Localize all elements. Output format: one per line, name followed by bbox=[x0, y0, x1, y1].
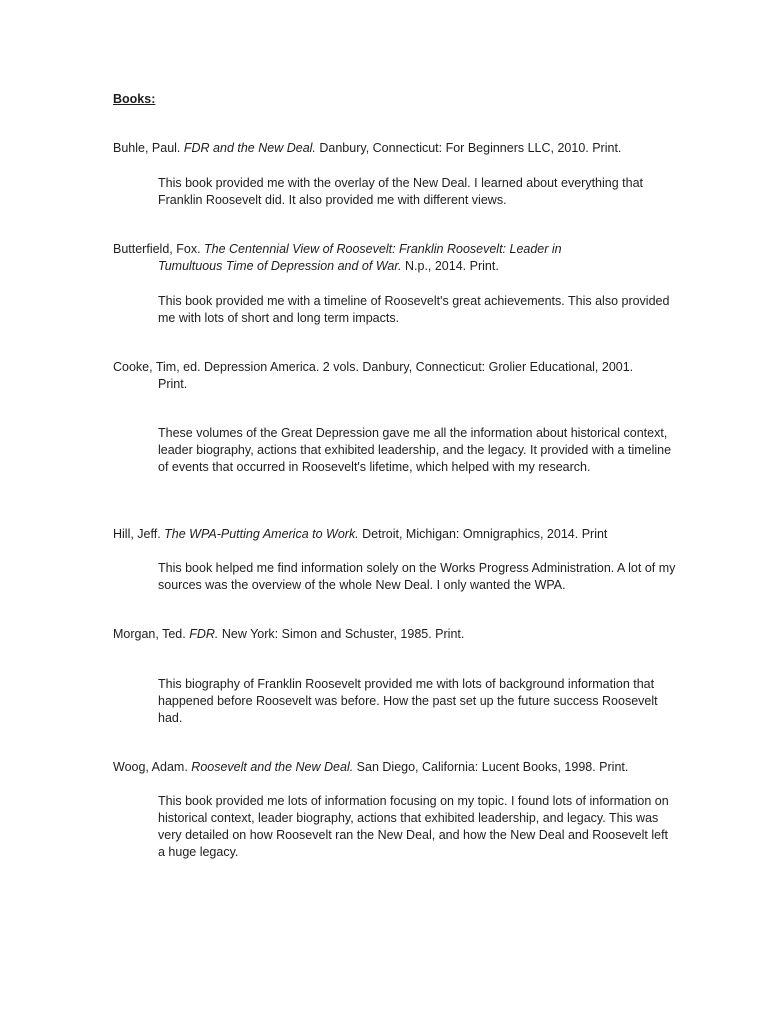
citation-entry bbox=[113, 626, 673, 643]
citation-title: The WPA-Putting America to Work. bbox=[164, 527, 359, 541]
citation-publication: Danbury, Connecticut: For Beginners LLC, 2010. Print. bbox=[315, 141, 622, 155]
citation-title: Roosevelt and the New Deal. bbox=[191, 760, 354, 774]
citation-author: Morgan, Ted. bbox=[113, 627, 190, 641]
citation-continuation: Print. bbox=[158, 377, 188, 391]
citation-title: The Centennial View of Roosevelt: Franklin Roosevelt: Leader in bbox=[204, 242, 562, 256]
citation-publication: New York: Simon and Schuster, 1985. Print. bbox=[218, 627, 465, 641]
citation-line: Cooke, Tim, ed. Depression America. 2 vols. Danbury, Connecticut: Grolier Educational, 2001. bbox=[113, 360, 634, 374]
citation-title: FDR. bbox=[189, 627, 219, 641]
citation-author: Butterfield, Fox. bbox=[113, 242, 205, 256]
citation-author: Woog, Adam. bbox=[113, 760, 192, 774]
citation-title: Tumultuous Time of Depression and of War. bbox=[158, 259, 402, 273]
citation-continuation bbox=[113, 258, 673, 275]
citation-entry bbox=[113, 759, 673, 776]
annotation-note: This book provided me lots of information focusing on my topic. I found lots of information on historical context, leader biography, actions that exhibited leadership, and legacy. This was very detailed on how Roosevelt ran the New Deal, and how the New Deal and Roosevelt left a huge legacy. bbox=[158, 794, 669, 859]
annotation-note: This book provided me with the overlay of the New Deal. I learned about everything that Franklin Roosevelt did. It also provided me with different views. bbox=[158, 176, 643, 207]
section-heading: Books: bbox=[113, 92, 156, 106]
citation-publication: Detroit, Michigan: Omnigraphics, 2014. Print bbox=[358, 527, 608, 541]
citation-entry bbox=[113, 359, 673, 393]
citation-author: Hill, Jeff. bbox=[113, 527, 165, 541]
citation-title: FDR and the New Deal. bbox=[183, 141, 316, 155]
annotation-note: This biography of Franklin Roosevelt provided me with lots of background information that happened before Roosevelt was before. How the past set up the future success Roosevelt had. bbox=[158, 677, 658, 725]
citation-publication: N.p., 2014. Print. bbox=[401, 259, 499, 273]
citation-entry bbox=[113, 526, 673, 543]
annotation-note: This book provided me with a timeline of Roosevelt's great achievements. This also provided me with lots of short and long term impacts. bbox=[158, 294, 670, 325]
annotation-note: These volumes of the Great Depression gave me all the information about historical context, leader biography, actions that exhibited leadership, and the legacy. It provided with a timeline of events that occurred in Roosevelt's lifetime, which helped with my research. bbox=[158, 426, 672, 474]
annotation-note: This book helped me find information solely on the Works Progress Administration. A lot of my sources was the overview of the whole New Deal. I only wanted the WPA. bbox=[158, 561, 676, 592]
citation-author: Buhle, Paul. bbox=[113, 141, 184, 155]
citation-entry bbox=[113, 140, 673, 157]
citation-entry bbox=[113, 241, 673, 275]
citation-publication: San Diego, California: Lucent Books, 1998. Print. bbox=[353, 760, 629, 774]
